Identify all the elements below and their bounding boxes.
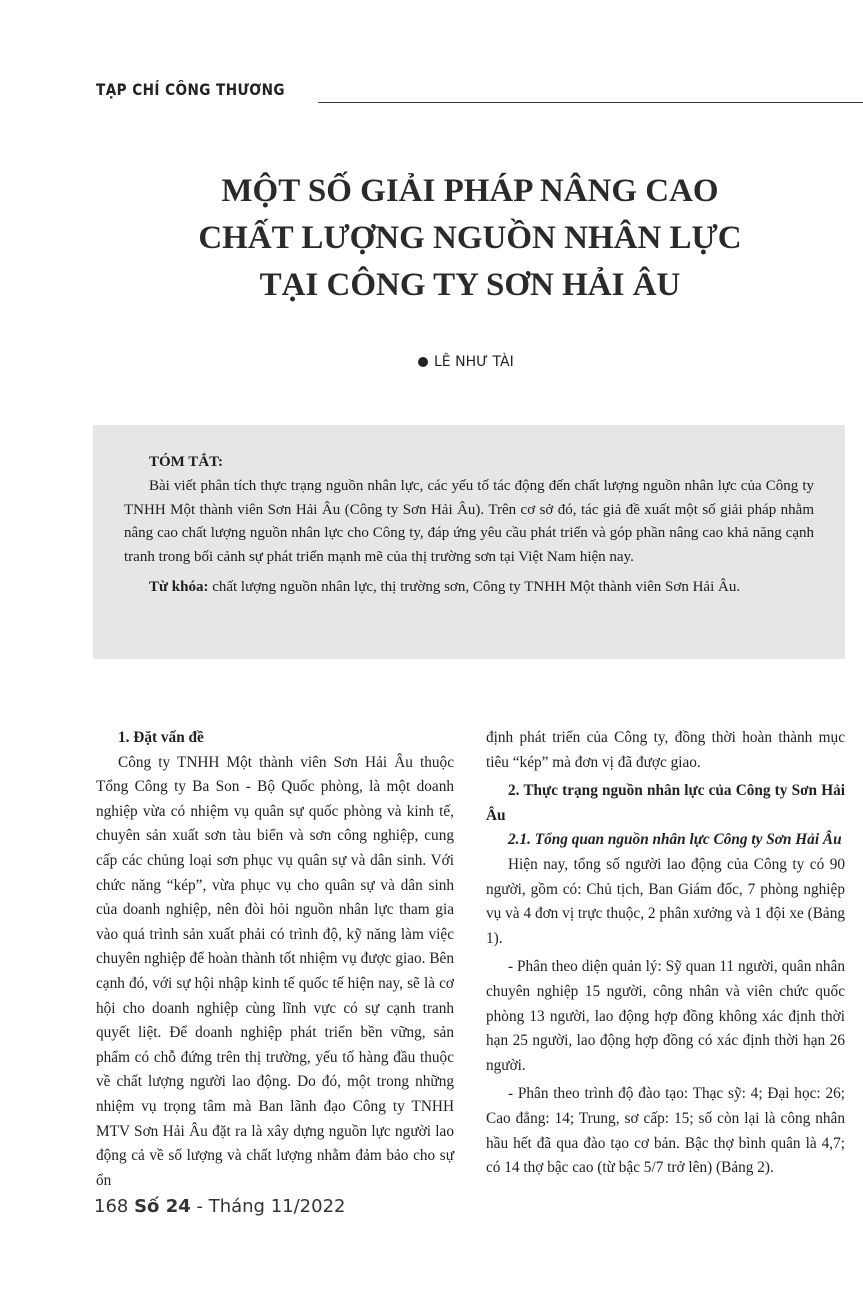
body-paragraph: Công ty TNHH Một thành viên Sơn Hải Âu thuộc Tổng Công ty Ba Son - Bộ Quốc phòng, là một doanh nghiệp vừa có nhiệm vụ quân sự quốc phòng và kinh tế, chuyên sản xuất sơn tàu biển và sơn công nghiệp, cung cấp các chủng loại sơn phục vụ quân sự và dân sinh. Với chức năng “kép”, vừa phục vụ cho quân sự và dân sinh của doanh nghiệp, nên đòi hỏi nguồn nhân lực tham gia vào quá trình sản xuất phải có trình độ, kỹ năng làm việc chuyên nghiệp để hoàn thành tốt nhiệm vụ được giao. Bên cạnh đó, với sự hội nhập kinh tế quốc tế hiện nay, sẽ là cơ hội cho doanh nghiệp cùng lĩnh vực có sự cạnh tranh quyết liệt. Để doanh nghiệp phát triển bền vững, sản phẩm có chỗ đứng trên thị trường, yếu tố hàng đầu thuộc về chất lượng người lao động. Do đó, một trong những nhiệm vụ trọng tâm mà Ban lãnh đạo Công ty TNHH MTV Sơn Hải Âu đặt ra là xây dựng nguồn lực người lao động cả về số lượng và chất lượng nhằm đảm bảo cho sự ổn xyxy=(96,753,454,1189)
subsection-heading: 2.1. Tổng quan nguồn nhân lực Công ty Sơn Hải Âu xyxy=(508,831,842,849)
keywords-label: Từ khóa: xyxy=(149,579,209,595)
abstract-text: Bài viết phân tích thực trạng nguồn nhân lực, các yếu tố tác động đến chất lượng nguồn nhân lực của Công ty TNHH Một thành viên Sơn Hải Âu (Công ty Sơn Hải Âu). Trên cơ sở đó, tác giả đề xuất một số giải pháp nhằm nâng cao chất lượng nguồn nhân lực cho Công ty, đáp ứng yêu cầu phát triển và góp phần nâng cao khả năng cạnh tranh trong bối cảnh sự phát triển mạnh mẽ của thị trường sơn tại Việt Nam hiện nay. xyxy=(124,478,814,565)
right-column xyxy=(486,726,845,1181)
title-line: CHẤT LƯỢNG NGUỒN NHÂN LỰC xyxy=(198,220,742,256)
title-line: MỘT SỐ GIẢI PHÁP NÂNG CAO xyxy=(221,173,719,209)
page-number: 168 xyxy=(94,1196,129,1217)
bullet-icon xyxy=(418,357,428,367)
body-paragraph: - Phân theo trình độ đào tạo: Thạc sỹ: 4; Đại học: 26; Cao đẳng: 14; Trung, sơ cấp: 15; số còn lại là công nhân hầu hết đã qua đào tạo cơ bản. Bậc thợ bình quân là 4,7; có 14 thợ bậc cao (từ bậc 5/7 trở lên) (Bảng 2). xyxy=(486,1085,845,1177)
abstract-body xyxy=(124,475,814,600)
author-byline xyxy=(418,354,514,370)
abstract-box xyxy=(93,425,845,659)
author-name: LÊ NHƯ TÀI xyxy=(434,354,514,370)
left-column xyxy=(96,726,454,1193)
article-title xyxy=(0,168,863,309)
body-paragraph: Hiện nay, tổng số người lao động của Công ty có 90 người, gồm có: Chủ tịch, Ban Giám đốc, 7 phòng nghiệp vụ và 4 đơn vị trực thuộc, 2 phân xưởng và 1 đội xe (Bảng 1). xyxy=(486,855,845,947)
keywords-text: chất lượng nguồn nhân lực, thị trường sơn, Công ty TNHH Một thành viên Sơn Hải Âu. xyxy=(212,579,741,595)
issue-number: Số 24 xyxy=(134,1196,191,1217)
body-paragraph: định phát triển của Công ty, đồng thời hoàn thành mục tiêu “kép” mà đơn vị đã được giao. xyxy=(486,729,845,771)
body-paragraph: - Phân theo diện quản lý: Sỹ quan 11 người, quân nhân chuyên nghiệp 15 người, công nhân và viên chức quốc phòng 13 người, lao động hợp đồng không xác định thời hạn 25 người, lao động hợp đồng có xác định thời hạn 26 người. xyxy=(486,958,845,1074)
section-heading: 1. Đặt vấn đề xyxy=(118,729,204,746)
journal-name: TẠP CHÍ CÔNG THƯƠNG xyxy=(96,80,286,99)
header-rule xyxy=(318,102,863,103)
section-heading: 2. Thực trạng nguồn nhân lực của Công ty Sơn Hải Âu xyxy=(486,782,845,824)
abstract-heading: TÓM TẮT: xyxy=(149,454,224,470)
issue-date: - Tháng 11/2022 xyxy=(196,1196,346,1217)
keywords-paragraph xyxy=(124,576,814,600)
page-footer xyxy=(94,1196,345,1217)
title-line: TẠI CÔNG TY SƠN HẢI ÂU xyxy=(259,267,681,303)
